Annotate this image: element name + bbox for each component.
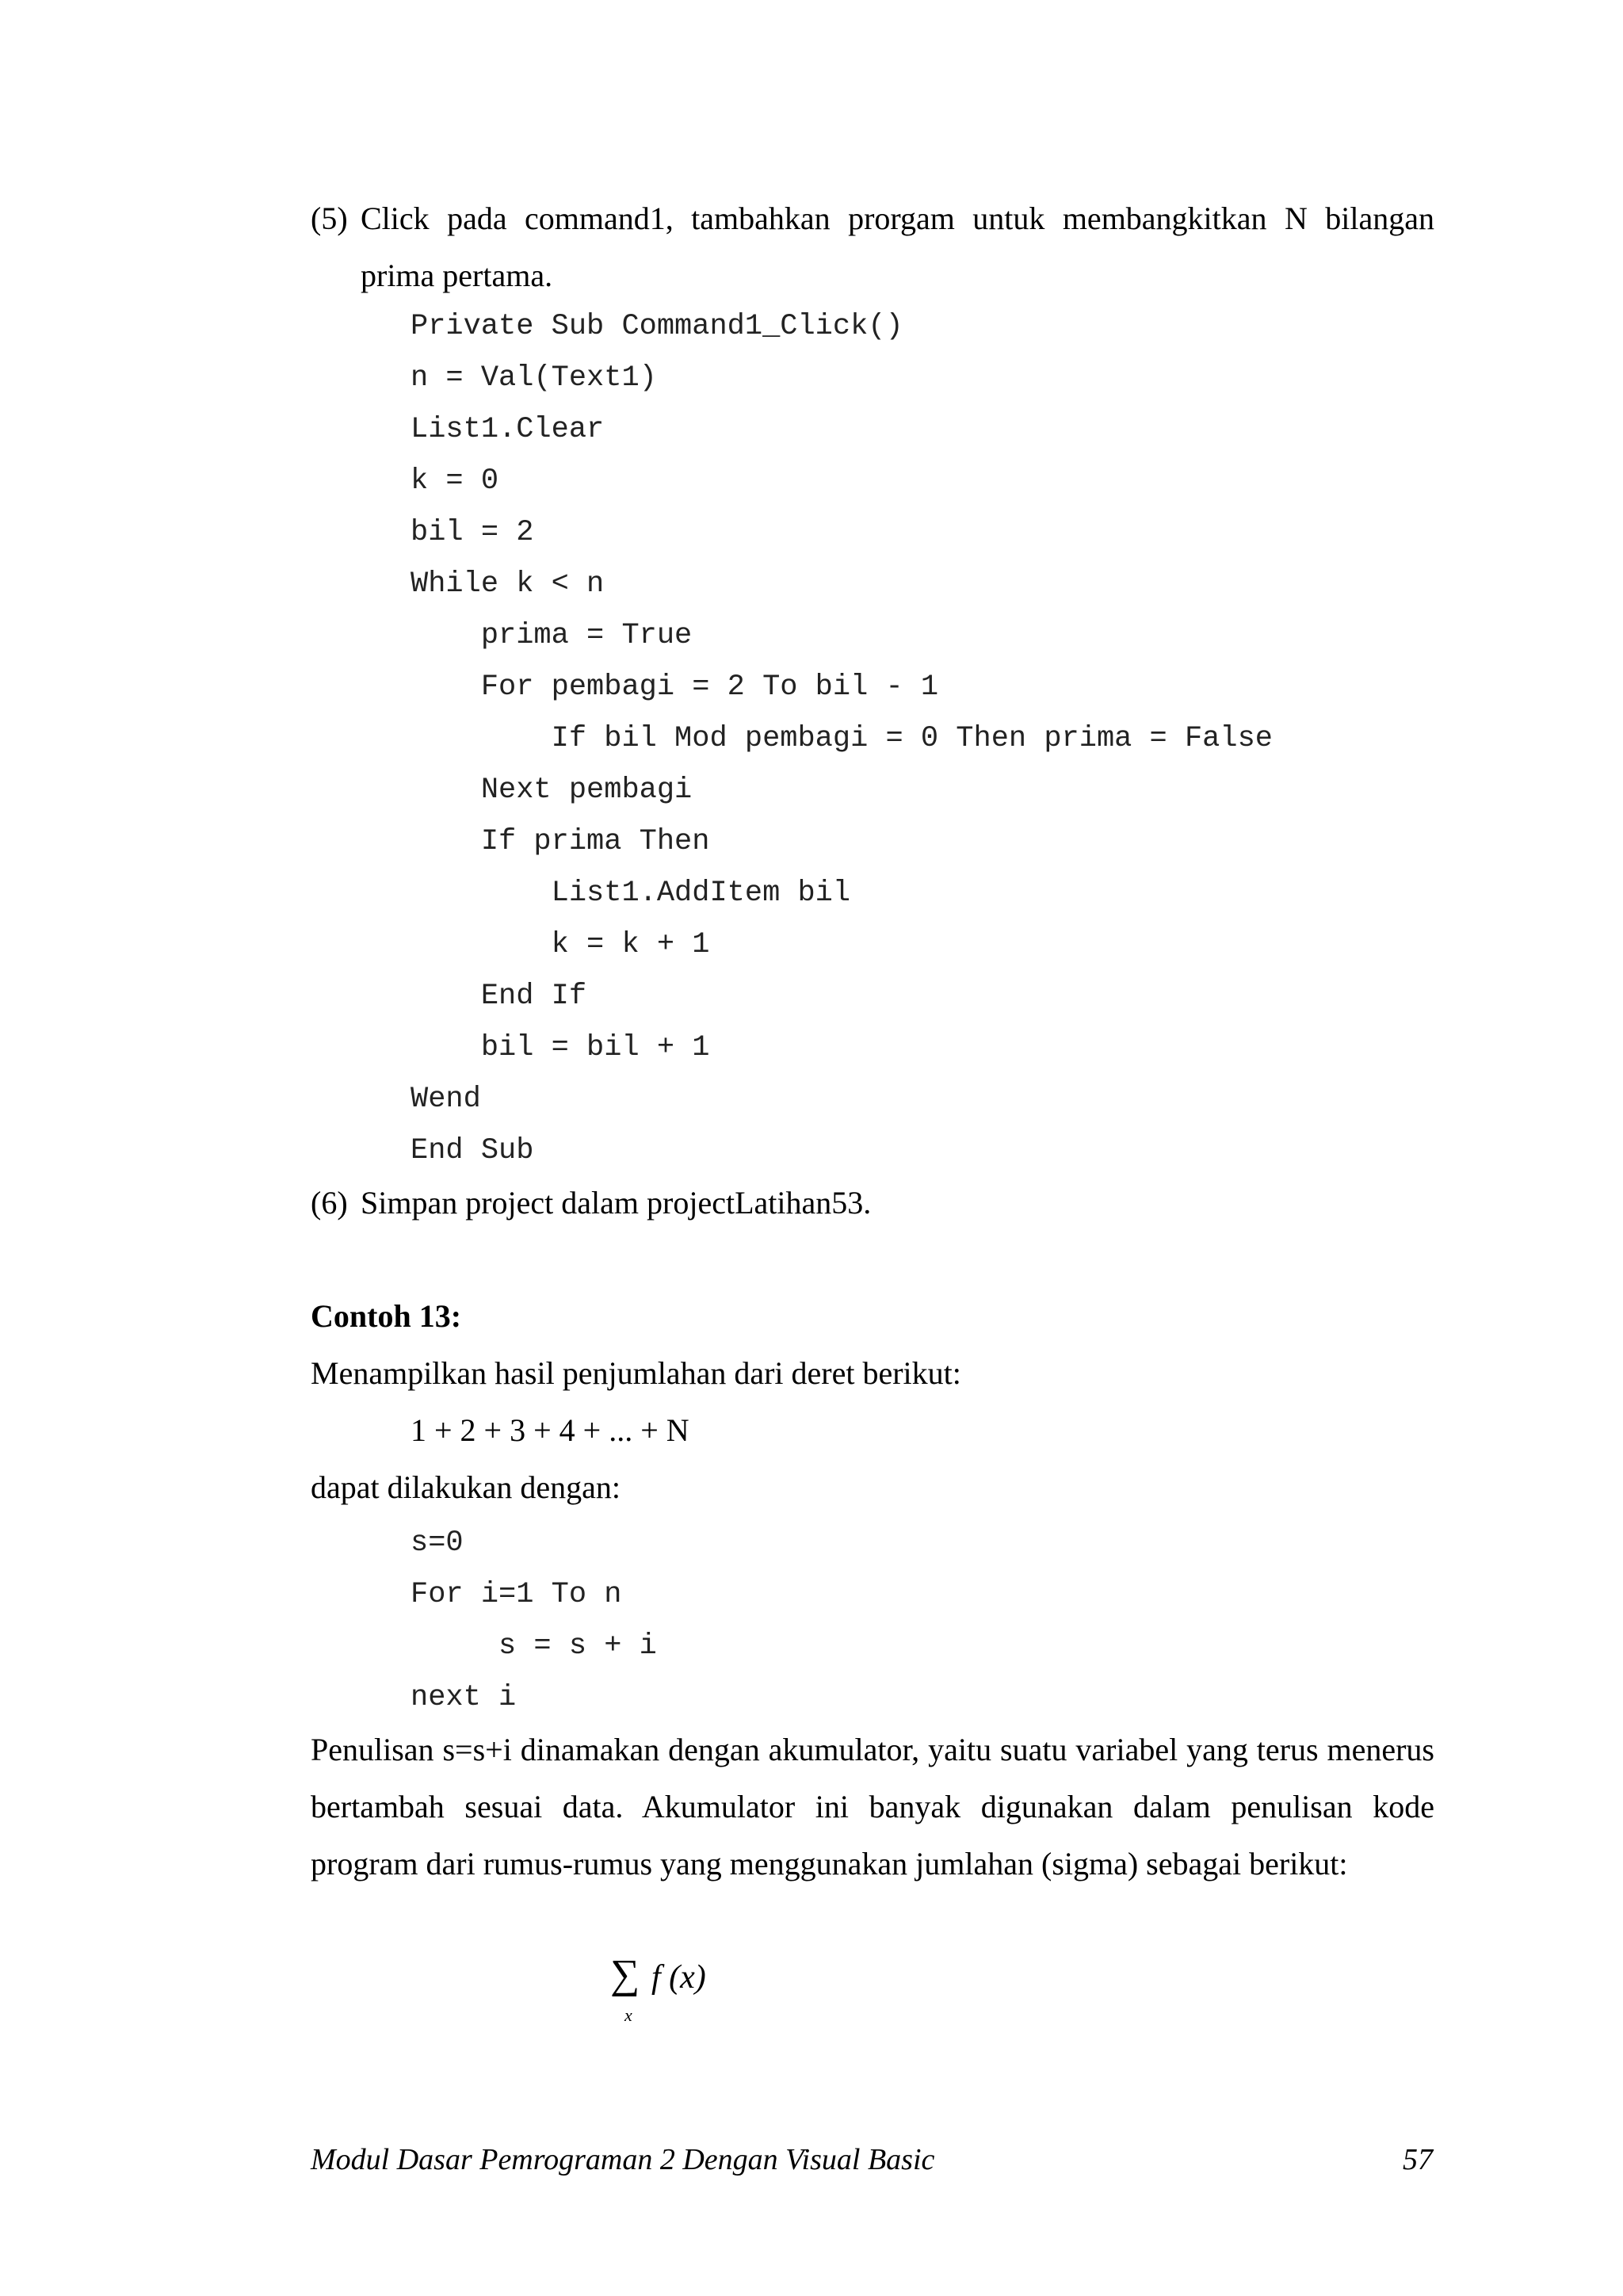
formula-subscript: x xyxy=(624,2005,632,2025)
code-line: Private Sub Command1_Click() xyxy=(411,310,903,343)
code-line: While k < n xyxy=(411,567,605,601)
code-line: If bil Mod pembagi = 0 Then prima = False xyxy=(411,722,1273,755)
code-line: List1.AddItem bil xyxy=(411,877,851,910)
code-line: next i xyxy=(411,1681,517,1714)
code-line: Wend xyxy=(411,1083,481,1116)
explanation-paragraph: Penulisan s=s+i dinamakan dengan akumulator, yaitu suatu variabel yang terus menerus bertambah sesuai data. Akumulator ini banyak digunakan dalam penulisan kode program dari rumus-rumus yang menggunakan jumlahan (sigma) sebagai berikut: xyxy=(311,1732,1434,1881)
code-block-accumulator xyxy=(411,1518,657,1724)
formula-expression: f (x) xyxy=(651,1959,706,1996)
step-6-number: (6) xyxy=(311,1185,348,1221)
step-6-text: Simpan project dalam projectLatihan53. xyxy=(361,1185,872,1221)
code-line: n = Val(Text1) xyxy=(411,361,657,395)
step-5 xyxy=(311,190,1434,304)
code-line: End Sub xyxy=(411,1134,534,1167)
code-line: s=0 xyxy=(411,1526,464,1560)
code-line: bil = bil + 1 xyxy=(411,1031,710,1064)
footer-title: Modul Dasar Pemrograman 2 Dengan Visual Basic xyxy=(311,2143,935,2176)
code-line: bil = 2 xyxy=(411,516,534,549)
code-block-command1 xyxy=(411,301,1273,1177)
code-line: For i=1 To n xyxy=(411,1578,622,1611)
code-line: prima = True xyxy=(411,619,693,652)
sigma-symbol: ∑ xyxy=(610,1952,640,1997)
code-line: End If xyxy=(411,980,587,1013)
code-line: s = s + i xyxy=(411,1629,657,1663)
step-6 xyxy=(311,1175,1434,1232)
code-line: For pembagi = 2 To bil - 1 xyxy=(411,670,939,704)
example-method: dapat dilakukan dengan: xyxy=(311,1469,621,1505)
code-line: k = k + 1 xyxy=(411,928,710,961)
code-line: k = 0 xyxy=(411,464,499,498)
step-5-text: Click pada command1, tambahkan prorgam untuk membangkitkan N bilangan prima pertama. xyxy=(361,201,1434,293)
code-line: If prima Then xyxy=(411,825,710,858)
example-heading: Contoh 13: xyxy=(311,1298,462,1334)
series-expression: 1 + 2 + 3 + 4 + ... + N xyxy=(411,1412,689,1448)
code-line: Next pembagi xyxy=(411,774,693,807)
page-number: 57 xyxy=(1403,2143,1433,2176)
step-5-number: (5) xyxy=(311,201,348,236)
sigma-formula xyxy=(610,1951,769,2038)
example-intro: Menampilkan hasil penjumlahan dari deret berikut: xyxy=(311,1355,961,1391)
code-line: List1.Clear xyxy=(411,413,605,446)
